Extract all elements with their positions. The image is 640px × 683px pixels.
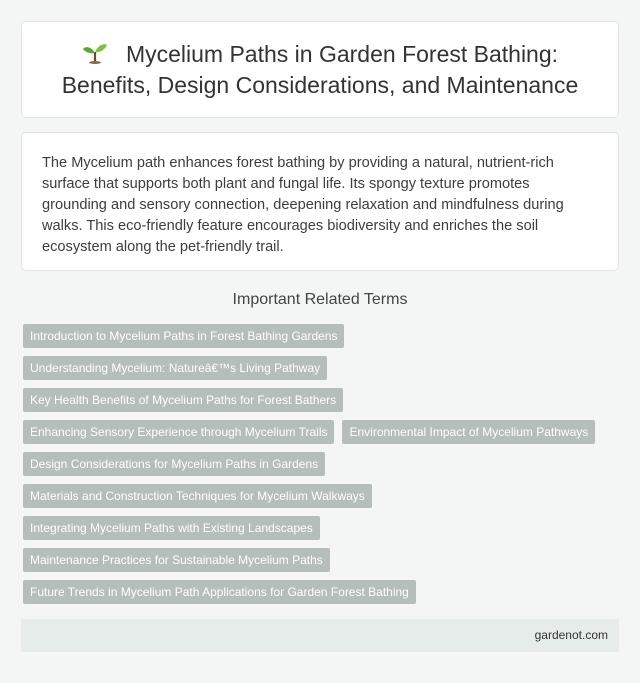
tag-row xyxy=(23,548,623,580)
related-term-tag[interactable]: Design Considerations for Mycelium Paths in Gardens xyxy=(23,452,325,476)
related-term-tag[interactable]: Introduction to Mycelium Paths in Forest Bathing Gardens xyxy=(23,324,344,348)
description-text: The Mycelium path enhances forest bathing by providing a natural, nutrient-rich surface that supports both plant and fungal life. Its spongy texture promotes grounding and sensory connection, deepening relaxation and mindfulness during walks. This eco-friendly feature encourages biodiversity and enriches the soil ecosystem along the pet-friendly trail. xyxy=(42,155,564,255)
tag-row xyxy=(23,324,623,356)
sprout-icon xyxy=(82,42,108,64)
tag-row xyxy=(23,580,623,612)
tag-row xyxy=(23,420,623,452)
related-term-tag[interactable]: Future Trends in Mycelium Path Applications for Garden Forest Bathing xyxy=(23,580,416,604)
related-term-tag[interactable]: Enhancing Sensory Experience through Mycelium Trails xyxy=(23,420,334,444)
tag-row xyxy=(23,452,623,484)
related-term-tag[interactable]: Maintenance Practices for Sustainable Mycelium Paths xyxy=(23,548,330,572)
related-term-tag[interactable]: Materials and Construction Techniques for Mycelium Walkways xyxy=(23,484,372,508)
page-title xyxy=(40,39,600,101)
footer xyxy=(21,619,619,652)
related-term-tag[interactable]: Integrating Mycelium Paths with Existing Landscapes xyxy=(23,516,320,540)
related-term-tag[interactable]: Environmental Impact of Mycelium Pathways xyxy=(342,420,595,444)
related-terms-heading: Important Related Terms xyxy=(232,291,408,308)
related-term-tag[interactable]: Key Health Benefits of Mycelium Paths for Forest Bathers xyxy=(23,388,343,412)
footer-site-link[interactable]: gardenot.com xyxy=(534,628,608,642)
tag-row xyxy=(23,388,623,420)
related-term-tag[interactable]: Understanding Mycelium: Natureâ€™s Living Pathway xyxy=(23,356,327,380)
tag-row xyxy=(23,356,623,388)
page-title-text: Mycelium Paths in Garden Forest Bathing: Benefits, Design Considerations, and Maintenance xyxy=(61,40,579,98)
title-card xyxy=(21,21,619,118)
description-card xyxy=(21,132,619,271)
tag-row xyxy=(23,484,623,516)
related-terms-list xyxy=(23,324,623,612)
tag-row xyxy=(23,516,623,548)
